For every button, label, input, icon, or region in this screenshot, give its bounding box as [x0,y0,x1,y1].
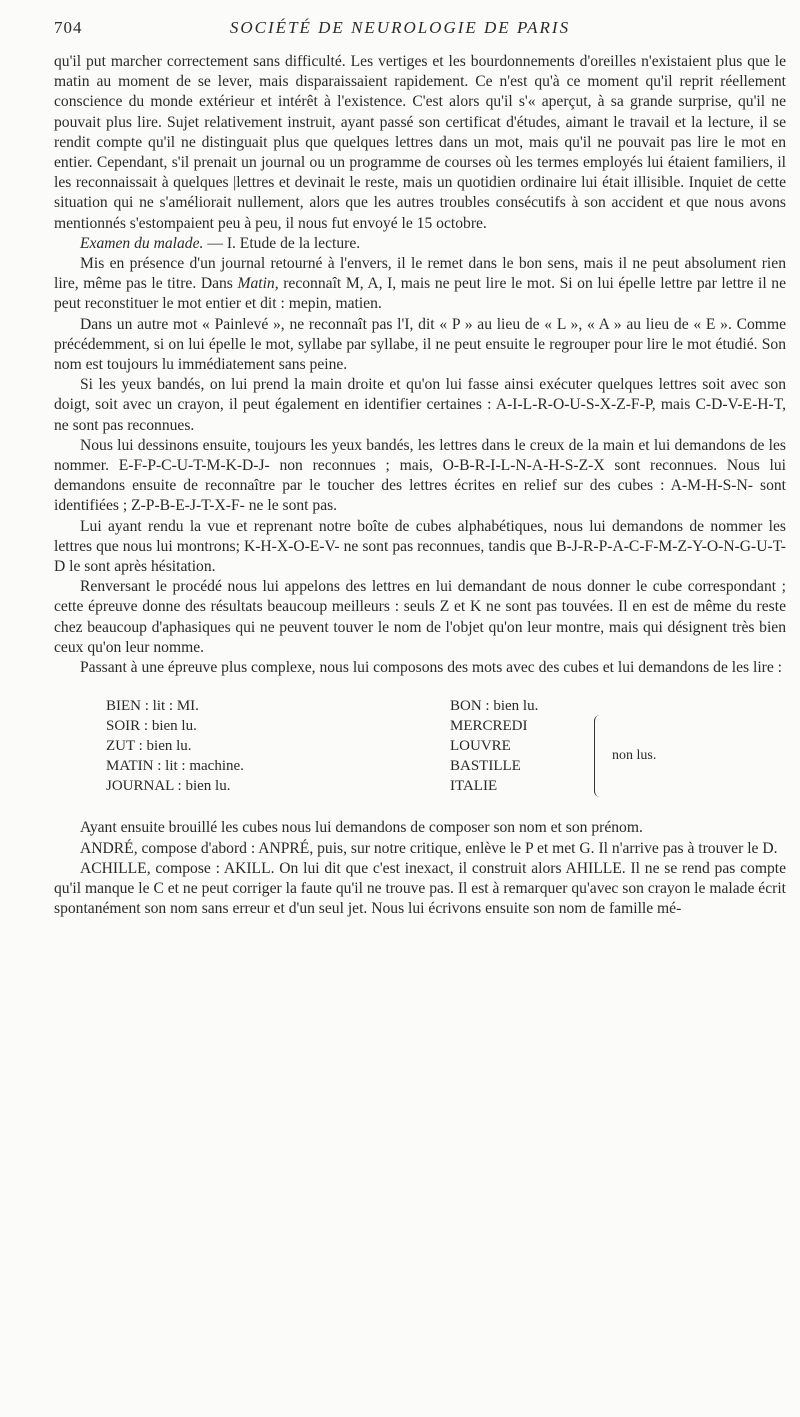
word-result: ZUT : bien lu. [106,738,192,755]
paragraph-10: Ayant ensuite brouillé les cubes nous lui demandons de composer son nom et son prénom. [80,819,643,837]
word-result: JOURNAL : bien lu. [106,778,231,795]
paragraph-12: ACHILLE, compose : AKILL. On lui dit que c'est inexact, il construit alors AHILLE. Il ne se rend pas compte qu'il manque le C et ne peut corriger la faute qu'il ne trouve pas. Il est à remarquer qu'avec son crayon le malade écrit spontanément son nom sans erreur et d'un seul jet. Nous lui écrivons ensuite son nom de famille mé- [54,859,786,918]
paragraph-9: Passant à une épreuve plus complexe, nous lui composons des mots avec des cubes et lui demandons de les lire : [80,659,782,677]
word-result: MERCREDI [450,718,528,735]
word-list-left [106,696,450,796]
word-result: BIEN : lit : MI. [106,698,199,715]
paragraph-1: qu'il put marcher correctement sans difficulté. Les vertiges et les bourdonnements d'oreilles n'existaient plus que le matin au moment de se lever, mais disparaissaient rapidement. Ce n'est qu'à ce moment qu'il reprit réellement conscience du monde extérieur et intérêt à l'existence. C'est alors qu'il s'« aperçut, à sa grande surprise, qu'il ne pouvait plus lire. Sujet relativement instruit, ayant passé son certificat d'études, aimant le travail et la lecture, il se rendit compte qu'il ne distinguait plus que quelques lettres dans un mot, mais qu'il ne pouvait pas lire le mot en entier. Cependant, s'il prenait un journal ou un programme de courses où les termes employés lui étaient familiers, il les reconnaissait à quelques |lettres et devinait le reste, mais un quotidien ordinaire lui était illisible. Inquiet de cette situation qui ne s'améliorait nullement, alors que les autres troubles consécutifs à son accident et que nous avons mentionnés s'estompaient peu à peu, il nous fut envoyé le 15 octobre. [54,53,786,232]
paragraph-2 [54,234,786,254]
brace-label: non lus. [612,748,657,764]
paragraph-3 [54,254,786,315]
word-result: MATIN : lit : machine. [106,758,244,775]
paragraph-5: Si les yeux bandés, on lui prend la main droite et qu'on lui fasse ainsi exécuter quelques lettres soit avec son doigt, soit avec un crayon, il peut également en identifier certaines : A-I-L-R-O-U-S-X-Z-F-P, mais C-D-V-E-H-T, ne sont pas reconnues. [54,376,786,434]
newspaper-title: Matin, [237,275,279,293]
paragraph-3-part-1: Mis en présence d'un journal retourné à l'envers, il le remet dans le bon sens, mais il ne peut absolument rien lire, même pas le titre. Dans [54,255,786,293]
word-result: LOUVRE [450,738,511,755]
paragraph-6: Nous lui dessinons ensuite, toujours les yeux bandés, les lettres dans le creux de la main et lui demandons de les nommer. E-F-P-C-U-T-M-K-D-J- non reconnues ; mais, O-B-R-I-L-N-A-H-S-Z-X sont reconnues. Nous lui demandons ensuite de reconnaître par le toucher des lettres écrites en relief sur des cubes : A-M-H-S-N- sont identifiées ; Z-P-B-E-J-T-X-F- ne le sont pas. [54,436,786,515]
grouping-brace [594,715,605,797]
word-result: SOIR : bien lu. [106,718,197,735]
paragraph-7: Lui ayant rendu la vue et reprenant notre boîte de cubes alphabétiques, nous lui demandons de nommer les lettres que nous lui montrons; K-H-X-O-E-V- ne sont pas reconnues, tandis que B-J-R-P-A-C-F-M-Z-Y-O-N-G-U-T-D le sont après hésitation. [54,517,786,576]
paragraph-4: Dans un autre mot « Painlevé », ne reconnaît pas l'I, dit « P » au lieu de « L », « A » au lieu de « E ». Comme précédemment, si on lui épelle le mot, syllabe par syllabe, il ne peut ensuite le regrouper pour lire le mot étudié. Son nom est toujours lu immédiatement sans peine. [54,315,786,374]
word-reading-test [106,696,786,796]
running-title: SOCIÉTÉ DE NEUROLOGIE DE PARIS [229,18,571,37]
word-result: ITALIE [450,778,498,795]
page-header [44,18,756,42]
word-list-right [450,696,770,796]
section-heading: Examen du malade. [80,234,204,252]
page-number: 704 [54,18,83,37]
section-subheading: — I. Etude de la lecture. [203,234,361,252]
word-result: BASTILLE [450,758,521,775]
paragraph-3-part-2: reconnaît M, A, I, mais ne peut lire le mot. Si on lui épelle lettre par lettre il ne peut reconstituer le mot entier et dit : mepin, matien. [54,275,786,313]
paragraph-11: ANDRÉ, compose d'abord : ANPRÉ, puis, sur notre critique, enlève le P et met G. Il n'arrive pas à trouver le D. [80,839,778,857]
word-result: BON : bien lu. [450,698,539,715]
paragraph-8: Renversant le procédé nous lui appelons des lettres en lui demandant de nous donner le cube correspondant ; cette épreuve donne des résultats beaucoup meilleurs : seuls Z et K ne sont pas touvées. Il en est de même du reste chez beaucoup d'aphasiques qui ne peuvent touver le nom de l'objet qu'on leur montre, mais qui désignent très bien ceux qu'on leur nomme. [54,578,786,656]
article-body [54,52,786,919]
